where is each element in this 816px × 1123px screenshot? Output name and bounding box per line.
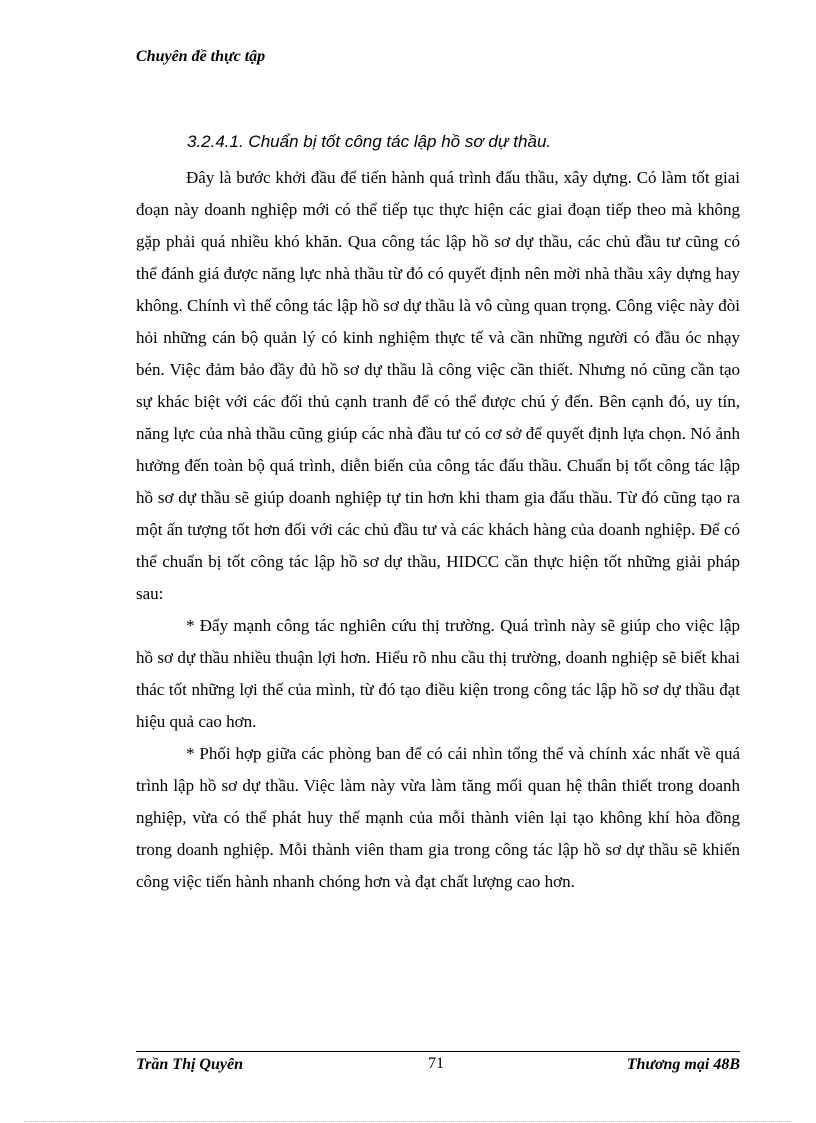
footer-class-name: Thương mại 48B [626, 1056, 740, 1073]
page-header-title: Chuyên đề thực tập [136, 48, 266, 65]
body-text [136, 162, 740, 898]
paragraph-market-research: * Đẩy mạnh công tác nghiên cứu thị trường. Quá trình này sẽ giúp cho việc lập hồ sơ dự thầu nhiều thuận lợi hơn. Hiểu rõ nhu cầu thị trường, doanh nghiệp sẽ biết khai thác tốt những lợi thế của mình, từ đó tạo điều kiện trong công tác lập hồ sơ dự thầu đạt hiệu quả cao hơn. [136, 616, 740, 731]
paragraph-department-coordination: * Phối hợp giữa các phòng ban để có cái nhìn tổng thể và chính xác nhất về quá trình lập hồ sơ dự thầu. Việc làm này vừa làm tăng mối quan hệ thân thiết trong doanh nghiệp, vừa có thể phát huy thế mạnh của mỗi thành viên lại tạo không khí hòa đồng trong doanh nghiệp. Mỗi thành viên tham gia trong công tác lập hồ sơ dự thầu sẽ khiến công việc tiến hành nhanh chóng hơn và đạt chất lượng cao hơn. [136, 744, 740, 891]
footer-divider [136, 1051, 740, 1052]
page-number: 71 [428, 1055, 444, 1072]
paragraph-intro: Đây là bước khởi đầu để tiến hành quá trình đấu thầu, xây dựng. Có làm tốt giai đoạn này doanh nghiệp mới có thể tiếp tục thực hiện các giai đoạn tiếp theo mà không gặp phải quá nhiều khó khăn. Qua công tác lập hồ sơ dự thầu, các chủ đầu tư cũng có thể đánh giá được năng lực nhà thầu từ đó có quyết định nên mời nhà thầu xây dựng hay không. Chính vì thế công tác lập hồ sơ dự thầu là vô cùng quan trọng. Công việc này đòi hỏi những cán bộ quản lý có kinh nghiệm thực tế và cần những người có đầu óc nhạy bén. Việc đảm bảo đầy đủ hồ sơ dự thầu là công việc cần thiết. Nhưng nó cũng cần tạo sự khác biệt với các đối thủ cạnh tranh để có thể được chú ý đến. Bên cạnh đó, uy tín, năng lực của nhà thầu cũng giúp các nhà đầu tư có cơ sở để quyết định lựa chọn. Nó ảnh hưởng đến toàn bộ quá trình, diễn biến của công tác đấu thầu. Chuẩn bị tốt công tác lập hồ sơ dự thầu sẽ giúp doanh nghiệp tự tin hơn khi tham gia đấu thầu. Từ đó cũng tạo ra một ấn tượng tốt hơn đối với các chủ đầu tư và các khách hàng của doanh nghiệp. Để có thể chuẩn bị tốt công tác lập hồ sơ dự thầu, HIDCC cần thực hiện tốt những giải pháp sau: [136, 168, 740, 603]
section-heading: 3.2.4.1. Chuẩn bị tốt công tác lập hồ sơ dự thầu. [187, 132, 552, 151]
footer-author: Trần Thị Quyên [136, 1056, 243, 1073]
page-bottom-edge [24, 1121, 792, 1122]
